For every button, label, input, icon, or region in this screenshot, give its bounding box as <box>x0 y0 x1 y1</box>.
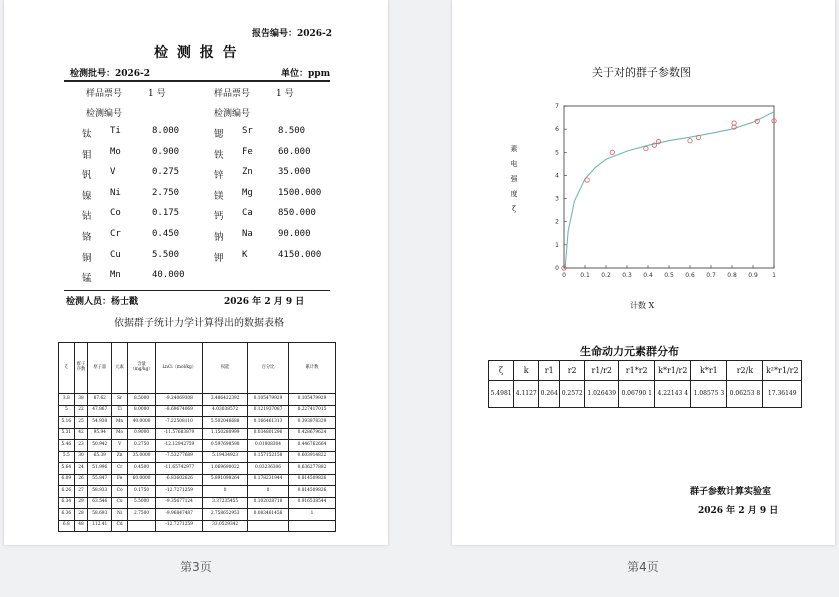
x-tick-label: 0.6 <box>685 272 695 279</box>
table-cell: 0.597698598 <box>203 440 248 452</box>
x-tick-label: 0.8 <box>727 272 737 279</box>
table-cell: 0.034801296 <box>248 428 289 440</box>
param-header-cell: r1 <box>539 361 560 381</box>
table-cell: 5.46 <box>59 440 75 452</box>
table-cell: 23 <box>74 440 88 452</box>
table-cell: 0 <box>203 486 248 498</box>
table-row <box>59 463 336 475</box>
element-cn: 锶 <box>214 129 224 140</box>
plot-frame <box>564 106 774 268</box>
table-header-cell: 百分比 <box>248 343 289 394</box>
data-point <box>644 146 648 150</box>
table-cell: 5.5 <box>59 451 75 463</box>
table-cell: 0.814509826 <box>288 486 335 498</box>
table-header-cell: 群子序数 <box>74 343 88 394</box>
table-cell: 4.03038572 <box>203 405 248 417</box>
param-value-cell: 0.06253 8 <box>727 381 763 408</box>
element-value: 0.175 <box>152 208 180 219</box>
page4-date: 2026 年 2 月 9 日 <box>698 506 779 516</box>
element-value: 90.000 <box>278 229 311 239</box>
table-header-row <box>59 343 336 394</box>
table-cell: 6.26 <box>59 486 75 498</box>
element-value: 850.000 <box>278 208 316 219</box>
batch-number: 检测批号：2026-2 <box>70 69 151 79</box>
detect-label-left: 检测编号 <box>86 109 123 119</box>
table-cell: 112.41 <box>88 520 112 532</box>
table-cell: 65.39 <box>88 451 112 463</box>
table-cell: Mn <box>112 417 128 429</box>
element-symbol: Ca <box>242 208 253 219</box>
page4-caption[interactable]: 第4页 <box>627 560 659 574</box>
element-value: 2.750 <box>152 187 180 198</box>
table-cell: 0.603914822 <box>288 451 335 463</box>
x-tick-label: 0.2 <box>601 272 611 279</box>
table-cell: 5.16 <box>59 417 75 429</box>
element-symbol: Ti <box>110 126 121 136</box>
param-header-cell: k²*r1/r2 <box>763 361 802 381</box>
param-value-cell: 17.36149 <box>763 381 802 408</box>
table-cell <box>127 520 155 532</box>
table-cell: 0.636277882 <box>288 463 335 475</box>
param-header-cell: k*r1/r2 <box>655 361 691 381</box>
element-value: 40.000 <box>152 270 185 281</box>
table-cell: 24 <box>74 463 88 475</box>
table-header-cell: 原子量 <box>88 343 112 394</box>
x-axis-label: 计数 X <box>630 301 655 310</box>
element-symbol: K <box>242 249 248 260</box>
table-cell: -7.53277689 <box>156 451 203 463</box>
param-value-cell: 4.1127 <box>514 381 539 408</box>
table-cell: 87.62 <box>88 394 112 406</box>
param-table-title: 生命动力元素群分布 <box>580 345 679 358</box>
y-axis-label <box>508 142 520 217</box>
table-cell: -8.69674069 <box>156 405 203 417</box>
sample-label-left: 样品票号 <box>86 89 123 99</box>
param-value-row <box>489 381 802 408</box>
chart-title: 关于对的群子参数图 <box>592 66 691 79</box>
table-cell: 6.8 <box>59 520 75 532</box>
table-cell: 0.227417015 <box>288 405 335 417</box>
element-symbol: Na <box>242 229 253 239</box>
table-cell: 0.446762664 <box>288 440 335 452</box>
element-cn: 钾 <box>214 252 224 264</box>
sample-label-right: 样品票号 <box>214 89 251 99</box>
report-title: 检 测 报 告 <box>154 45 239 61</box>
x-tick-label: 0.5 <box>664 272 674 279</box>
sample-value-right: 1 号 <box>276 89 294 99</box>
table-cell: 0.102028718 <box>248 497 289 509</box>
param-header-cell: r2 <box>560 361 585 381</box>
table-cell: 6.09 <box>59 474 75 486</box>
table-row <box>59 428 336 440</box>
table-cell: 0.105479929 <box>248 394 289 406</box>
element-cn: 铁 <box>214 149 224 161</box>
table-cell: 5.64 <box>59 463 75 475</box>
table-row <box>59 509 336 521</box>
table-cell: 42 <box>74 428 88 440</box>
y-tick-label: 3 <box>555 195 559 203</box>
element-cn: 钛 <box>82 129 92 140</box>
table-cell: -11.65742977 <box>156 463 203 475</box>
y-tick-label: 4 <box>555 172 559 180</box>
table-header-cell: ζ <box>59 343 75 394</box>
element-cn: 铜 <box>82 252 92 264</box>
table-cell: 0.428679624 <box>288 428 335 440</box>
param-value-cell: 1.026439 <box>585 381 619 408</box>
table-cell: -12.12942759 <box>156 440 203 452</box>
table-cell: 28 <box>74 509 88 521</box>
y-label-char: 强 <box>510 175 518 183</box>
table-cell: 3.486422392 <box>203 394 248 406</box>
y-label-char: ζ <box>512 205 516 213</box>
table-cell: 1.069690022 <box>203 463 248 475</box>
x-tick-label: 0.4 <box>643 272 653 279</box>
table-cell: 38 <box>74 394 88 406</box>
table-row <box>59 451 336 463</box>
sample-value-left: 1 号 <box>148 89 166 99</box>
table-cell: 40.0000 <box>127 417 155 429</box>
element-value: 0.450 <box>152 229 180 239</box>
element-symbol: Sr <box>242 126 253 136</box>
table-cell: Cr <box>112 463 128 475</box>
y-tick-label: 2 <box>555 218 559 226</box>
table-cell: 0.1750 <box>127 486 155 498</box>
element-symbol: Ni <box>110 187 121 198</box>
element-symbol: Zn <box>242 167 253 178</box>
table-cell: -9.35677124 <box>156 497 203 509</box>
table-cell: 2.7500 <box>127 509 155 521</box>
report-date: 2026 年 2 月 9 日 <box>224 297 305 307</box>
table-cell: 6.36 <box>59 509 75 521</box>
table-cell: 27 <box>74 486 88 498</box>
table-row <box>59 474 336 486</box>
table-row <box>59 440 336 452</box>
param-value-cell: 0.2572 <box>560 381 585 408</box>
table-cell: 0.814509826 <box>288 474 335 486</box>
table-cell: 26 <box>74 474 88 486</box>
table-cell: 0.2750 <box>127 440 155 452</box>
table-cell: Zn <box>112 451 128 463</box>
table-row <box>59 405 336 417</box>
table-cell: 54.938 <box>88 417 112 429</box>
table-cell: 0.121937087 <box>248 405 289 417</box>
element-value: 5.500 <box>152 249 180 260</box>
table-cell: 0.166461313 <box>248 417 289 429</box>
element-cn: 钴 <box>82 211 92 223</box>
y-tick-label: 6 <box>555 126 559 134</box>
signature-divider <box>64 290 330 291</box>
table-title: 依据群子统计力学计算得出的数据表格 <box>114 318 284 329</box>
report-page-4 <box>452 0 835 545</box>
table-cell: 63.546 <box>88 497 112 509</box>
table-cell: 0.9000 <box>127 428 155 440</box>
table-header-cell: 权能 <box>203 343 248 394</box>
table-header-cell: 元素 <box>112 343 128 394</box>
y-tick-label: 7 <box>555 103 559 110</box>
element-value: 0.900 <box>152 146 180 157</box>
element-symbol: Fe <box>242 146 253 157</box>
param-value-cell: 0.264 <box>539 381 560 408</box>
table-cell: 95.94 <box>88 428 112 440</box>
table-cell: 6.34 <box>59 497 75 509</box>
data-table <box>58 342 336 532</box>
table-row <box>59 394 336 406</box>
table-cell: 30 <box>74 451 88 463</box>
report-page-3 <box>4 0 388 545</box>
param-header-cell: k <box>514 361 539 381</box>
param-value-cell: 5.4981 <box>489 381 514 408</box>
table-header-cell: 含量（mg/kg） <box>127 343 155 394</box>
y-tick-label: 5 <box>555 149 559 157</box>
y-label-char: 电 <box>510 160 518 168</box>
param-header-cell: r2/k <box>727 361 763 381</box>
table-cell: 0.393878329 <box>288 417 335 429</box>
x-tick-label: 0.7 <box>706 272 716 279</box>
element-symbol: Cu <box>110 249 121 260</box>
element-symbol: Mg <box>242 187 253 198</box>
element-value: 8.000 <box>152 126 180 136</box>
unit-label: 单位：ppm <box>281 69 331 79</box>
table-cell: Mo <box>112 428 128 440</box>
y-tick-label: 0 <box>555 265 559 272</box>
table-cell: Ni <box>112 509 128 521</box>
param-header-row <box>489 361 802 381</box>
table-cell: 47.867 <box>88 405 112 417</box>
detect-label-right: 检测编号 <box>214 109 251 119</box>
table-cell: 0.916538544 <box>288 497 335 509</box>
param-value-cell: 4.22143 4 <box>655 381 691 408</box>
x-tick-label: 1 <box>772 272 776 279</box>
element-symbol: Mo <box>110 146 121 157</box>
table-cell: -12.7271259 <box>156 486 203 498</box>
table-cell: 22 <box>74 405 88 417</box>
table-cell: 48 <box>74 520 88 532</box>
element-value: 8.500 <box>278 126 306 136</box>
table-cell: 29 <box>74 497 88 509</box>
table-row <box>59 417 336 429</box>
table-cell: -12.7271259 <box>156 520 203 532</box>
table-cell: 8.0000 <box>127 405 155 417</box>
table-cell: 0.03236306 <box>248 463 289 475</box>
param-value-cell: 0.06790 1 <box>619 381 655 408</box>
element-value: 35.000 <box>278 167 311 178</box>
table-cell: 0 <box>248 486 289 498</box>
table-row <box>59 486 336 498</box>
element-symbol: Cr <box>110 229 121 239</box>
element-cn: 钠 <box>214 232 224 243</box>
table-cell: 58.693 <box>88 509 112 521</box>
table-cell: 58.933 <box>88 486 112 498</box>
table-cell: -6.83602626 <box>156 474 203 486</box>
param-header-cell: k*r1 <box>691 361 727 381</box>
element-cn: 镁 <box>214 190 224 202</box>
data-point <box>610 150 614 154</box>
table-cell: Co <box>112 486 128 498</box>
table-cell: 3.8 <box>59 394 75 406</box>
table-header-cell: 累计数 <box>288 343 335 394</box>
param-header-cell: r1/r2 <box>585 361 619 381</box>
table-cell: 0.105479929 <box>288 394 335 406</box>
param-header-cell: r1*r2 <box>619 361 655 381</box>
table-cell: -7.22508110 <box>156 417 203 429</box>
scatter-chart <box>542 98 787 288</box>
element-value: 60.000 <box>278 146 311 157</box>
table-body <box>59 394 336 532</box>
data-point <box>585 178 589 182</box>
table-cell: Ti <box>112 405 128 417</box>
x-tick-label: 0.9 <box>748 272 758 279</box>
table-cell: 0.178231944 <box>248 474 289 486</box>
param-value-cell: 1.08575 3 <box>691 381 727 408</box>
table-cell: 35.0000 <box>127 451 155 463</box>
table-cell: 55.847 <box>88 474 112 486</box>
table-row <box>59 497 336 509</box>
table-row <box>59 520 336 532</box>
table-cell: 33.0529342 <box>203 520 248 532</box>
x-tick-label: 0.1 <box>580 272 590 279</box>
element-symbol: Mn <box>110 270 121 281</box>
table-cell: 60.0000 <box>127 474 155 486</box>
element-cn: 钼 <box>82 149 92 161</box>
table-cell: -9.24069308 <box>156 394 203 406</box>
table-cell: 50.942 <box>88 440 112 452</box>
table-cell: 5.19434923 <box>203 451 248 463</box>
table-cell: Sr <box>112 394 128 406</box>
element-value: 1500.000 <box>278 187 322 198</box>
param-header-cell: ζ <box>489 361 514 381</box>
table-cell: 8.5000 <box>127 394 155 406</box>
x-tick-label: 0 <box>562 272 566 279</box>
table-cell: 0.157152158 <box>248 451 289 463</box>
table-cell <box>288 520 335 532</box>
data-point <box>688 139 692 143</box>
header-divider <box>64 80 330 82</box>
fit-curve <box>565 112 774 268</box>
table-cell: 51.996 <box>88 463 112 475</box>
x-tick-label: 0.3 <box>622 272 632 279</box>
table-cell: Cu <box>112 497 128 509</box>
table-cell: 5.502046688 <box>203 417 248 429</box>
element-symbol: Co <box>110 208 121 219</box>
element-cn: 铬 <box>82 232 92 243</box>
table-cell: 5.31 <box>59 428 75 440</box>
element-cn: 钙 <box>214 211 224 223</box>
table-cell: 5.891098264 <box>203 474 248 486</box>
element-value: 4150.000 <box>278 249 322 260</box>
table-cell: 1 <box>288 509 335 521</box>
y-label-char: 素 <box>510 145 518 153</box>
y-tick-label: 1 <box>555 241 559 249</box>
param-table <box>488 360 802 408</box>
table-cell: 25 <box>74 417 88 429</box>
table-cell: 0.01808304 <box>248 440 289 452</box>
y-label-char: 度 <box>510 190 518 198</box>
table-cell: -11.57683879 <box>156 428 203 440</box>
table-cell: 3.37235455 <box>203 497 248 509</box>
table-cell: 0.4500 <box>127 463 155 475</box>
table-cell: 5.5000 <box>127 497 155 509</box>
report-number: 报告编号：2026-2 <box>251 29 332 39</box>
table-cell: Fe <box>112 474 128 486</box>
table-cell: 1.150280999 <box>203 428 248 440</box>
lab-name: 群子参数计算实验室 <box>690 487 772 497</box>
inspector: 检测人员：杨士戳 <box>66 297 139 307</box>
table-cell: 0.083461456 <box>248 509 289 521</box>
element-cn: 镍 <box>82 190 92 202</box>
table-cell: 5 <box>59 405 75 417</box>
page3-caption[interactable]: 第3页 <box>180 560 212 574</box>
table-cell <box>248 520 289 532</box>
element-value: 0.275 <box>152 167 180 178</box>
table-cell: V <box>112 440 128 452</box>
element-symbol: V <box>110 167 116 178</box>
element-cn: 锰 <box>82 273 92 285</box>
element-cn: 钒 <box>82 170 92 182</box>
table-cell: Cd <box>112 520 128 532</box>
element-cn: 锌 <box>214 170 224 182</box>
table-header-cell: LnCi（mol/kg） <box>156 343 203 394</box>
table-cell: -9.96847487 <box>156 509 203 521</box>
table-cell: 2.758652953 <box>203 509 248 521</box>
